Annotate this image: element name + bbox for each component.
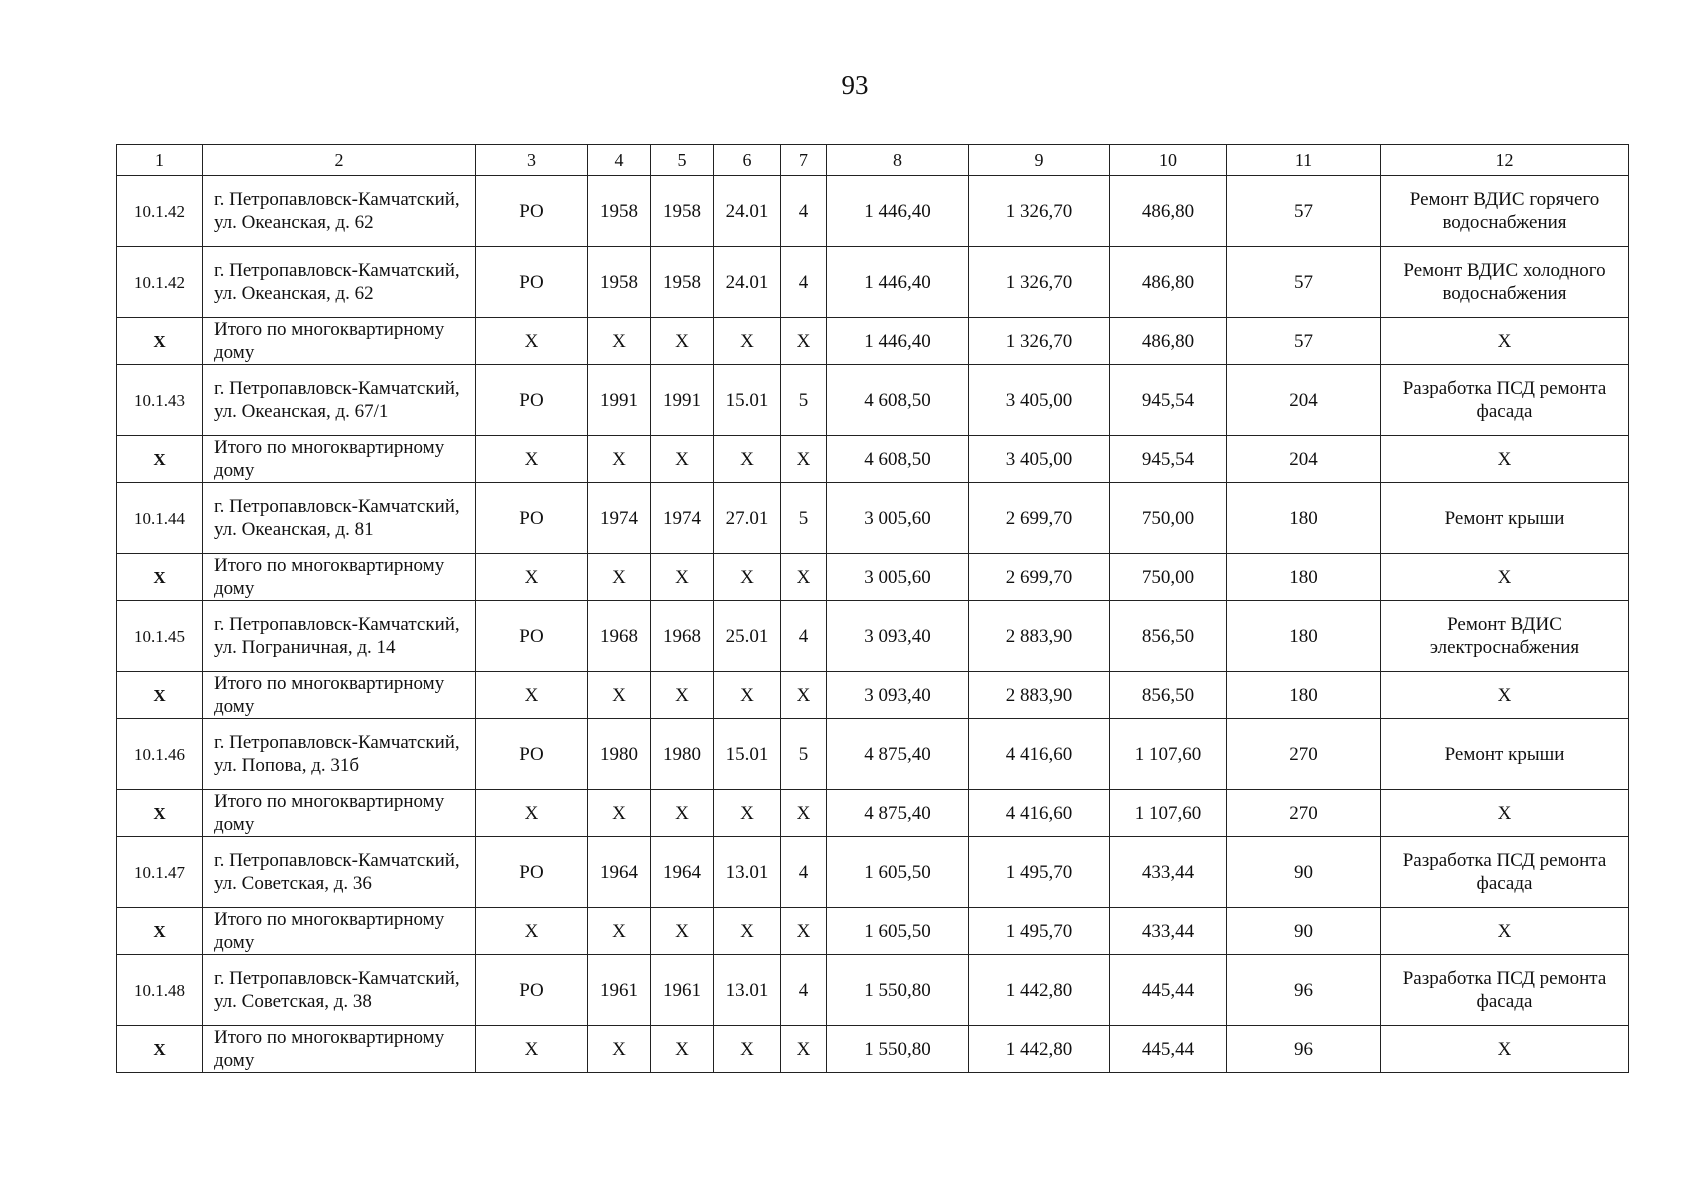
table-row: [117, 365, 1629, 436]
floors-cell: 4: [781, 955, 827, 1026]
work-type-cell: Разработка ПСД ремонта фасада: [1381, 365, 1629, 436]
row-number-cell: Х: [117, 672, 203, 719]
header-cell: 11: [1227, 145, 1381, 176]
address-cell: Итого по многоквартирному дому: [203, 436, 476, 483]
row-number-cell: 10.1.42: [117, 247, 203, 318]
living-area-cell: 2 699,70: [969, 554, 1110, 601]
year-built-cell: 1961: [588, 955, 651, 1026]
year-built-cell: 1968: [588, 601, 651, 672]
year-commissioned-cell: Х: [651, 554, 714, 601]
row-number-cell: 10.1.45: [117, 601, 203, 672]
floors-cell: Х: [781, 436, 827, 483]
residents-cell: 57: [1227, 318, 1381, 365]
work-type-cell: Разработка ПСД ремонта фасада: [1381, 955, 1629, 1026]
nonliving-area-cell: 445,44: [1110, 955, 1227, 1026]
header-cell: 4: [588, 145, 651, 176]
floors-cell: 5: [781, 719, 827, 790]
table-row: [117, 176, 1629, 247]
table-header-row: [117, 145, 1629, 176]
owner-form-cell: РО: [476, 955, 588, 1026]
living-area-cell: 1 442,80: [969, 955, 1110, 1026]
nonliving-area-cell: 750,00: [1110, 483, 1227, 554]
work-type-cell: Ремонт ВДИС холодного водоснабжения: [1381, 247, 1629, 318]
table-row: [117, 719, 1629, 790]
row-number-cell: 10.1.43: [117, 365, 203, 436]
year-commissioned-cell: Х: [651, 436, 714, 483]
work-type-cell: Х: [1381, 1026, 1629, 1073]
table-row: [117, 955, 1629, 1026]
year-built-cell: 1980: [588, 719, 651, 790]
code-cell: Х: [714, 436, 781, 483]
code-cell: Х: [714, 318, 781, 365]
work-type-cell: Х: [1381, 908, 1629, 955]
living-area-cell: 4 416,60: [969, 790, 1110, 837]
owner-form-cell: РО: [476, 719, 588, 790]
row-number-cell: Х: [117, 790, 203, 837]
owner-form-cell: РО: [476, 483, 588, 554]
total-area-cell: 4 875,40: [827, 790, 969, 837]
row-number-cell: Х: [117, 1026, 203, 1073]
nonliving-area-cell: 433,44: [1110, 837, 1227, 908]
nonliving-area-cell: 945,54: [1110, 365, 1227, 436]
nonliving-area-cell: 486,80: [1110, 247, 1227, 318]
year-commissioned-cell: 1968: [651, 601, 714, 672]
residents-cell: 180: [1227, 554, 1381, 601]
work-type-cell: Ремонт ВДИС горячего водоснабжения: [1381, 176, 1629, 247]
owner-form-cell: РО: [476, 837, 588, 908]
work-type-cell: Х: [1381, 436, 1629, 483]
total-row: [117, 1026, 1629, 1073]
row-number-cell: 10.1.44: [117, 483, 203, 554]
residents-cell: 57: [1227, 247, 1381, 318]
residents-cell: 204: [1227, 365, 1381, 436]
residents-cell: 180: [1227, 483, 1381, 554]
year-built-cell: Х: [588, 908, 651, 955]
nonliving-area-cell: 486,80: [1110, 176, 1227, 247]
nonliving-area-cell: 486,80: [1110, 318, 1227, 365]
work-type-cell: Х: [1381, 318, 1629, 365]
address-cell: г. Петропавловск-Камчатский, ул. Попова, д. 31б: [203, 719, 476, 790]
owner-form-cell: Х: [476, 1026, 588, 1073]
owner-form-cell: Х: [476, 908, 588, 955]
code-cell: 27.01: [714, 483, 781, 554]
code-cell: 15.01: [714, 719, 781, 790]
total-area-cell: 3 093,40: [827, 672, 969, 719]
table-row: [117, 483, 1629, 554]
living-area-cell: 1 442,80: [969, 1026, 1110, 1073]
year-commissioned-cell: Х: [651, 1026, 714, 1073]
floors-cell: 5: [781, 483, 827, 554]
header-cell: 8: [827, 145, 969, 176]
owner-form-cell: РО: [476, 176, 588, 247]
row-number-cell: Х: [117, 436, 203, 483]
table-body: [117, 145, 1629, 1073]
year-built-cell: 1958: [588, 176, 651, 247]
year-built-cell: 1958: [588, 247, 651, 318]
header-cell: 10: [1110, 145, 1227, 176]
header-cell: 6: [714, 145, 781, 176]
year-commissioned-cell: 1964: [651, 837, 714, 908]
living-area-cell: 1 495,70: [969, 908, 1110, 955]
row-number-cell: 10.1.48: [117, 955, 203, 1026]
total-row: [117, 672, 1629, 719]
code-cell: Х: [714, 908, 781, 955]
residents-cell: 204: [1227, 436, 1381, 483]
year-commissioned-cell: Х: [651, 908, 714, 955]
header-cell: 2: [203, 145, 476, 176]
total-area-cell: 3 005,60: [827, 483, 969, 554]
owner-form-cell: РО: [476, 247, 588, 318]
residents-cell: 180: [1227, 672, 1381, 719]
data-table: [116, 144, 1629, 1073]
table-row: [117, 601, 1629, 672]
living-area-cell: 3 405,00: [969, 365, 1110, 436]
year-commissioned-cell: 1958: [651, 176, 714, 247]
code-cell: 25.01: [714, 601, 781, 672]
year-commissioned-cell: 1980: [651, 719, 714, 790]
address-cell: г. Петропавловск-Камчатский, ул. Океанская, д. 67/1: [203, 365, 476, 436]
floors-cell: Х: [781, 1026, 827, 1073]
owner-form-cell: Х: [476, 436, 588, 483]
year-built-cell: 1991: [588, 365, 651, 436]
code-cell: 24.01: [714, 176, 781, 247]
address-cell: г. Петропавловск-Камчатский, ул. Советская, д. 36: [203, 837, 476, 908]
nonliving-area-cell: 433,44: [1110, 908, 1227, 955]
owner-form-cell: Х: [476, 318, 588, 365]
year-commissioned-cell: Х: [651, 790, 714, 837]
header-cell: 9: [969, 145, 1110, 176]
table-row: [117, 837, 1629, 908]
year-commissioned-cell: 1991: [651, 365, 714, 436]
code-cell: Х: [714, 672, 781, 719]
total-area-cell: 1 446,40: [827, 176, 969, 247]
address-cell: г. Петропавловск-Камчатский, ул. Океанская, д. 62: [203, 176, 476, 247]
work-type-cell: Ремонт крыши: [1381, 483, 1629, 554]
address-cell: Итого по многоквартирному дому: [203, 554, 476, 601]
living-area-cell: 2 883,90: [969, 601, 1110, 672]
year-commissioned-cell: 1974: [651, 483, 714, 554]
owner-form-cell: Х: [476, 790, 588, 837]
year-built-cell: Х: [588, 1026, 651, 1073]
row-number-cell: Х: [117, 554, 203, 601]
floors-cell: 4: [781, 247, 827, 318]
address-cell: г. Петропавловск-Камчатский, ул. Советская, д. 38: [203, 955, 476, 1026]
residents-cell: 96: [1227, 1026, 1381, 1073]
header-cell: 5: [651, 145, 714, 176]
residents-cell: 180: [1227, 601, 1381, 672]
living-area-cell: 4 416,60: [969, 719, 1110, 790]
total-area-cell: 4 875,40: [827, 719, 969, 790]
total-area-cell: 1 605,50: [827, 837, 969, 908]
total-area-cell: 1 550,80: [827, 955, 969, 1026]
table-row: [117, 247, 1629, 318]
code-cell: 24.01: [714, 247, 781, 318]
total-area-cell: 4 608,50: [827, 436, 969, 483]
header-cell: 7: [781, 145, 827, 176]
owner-form-cell: РО: [476, 365, 588, 436]
row-number-cell: 10.1.42: [117, 176, 203, 247]
work-type-cell: Ремонт крыши: [1381, 719, 1629, 790]
code-cell: Х: [714, 554, 781, 601]
address-cell: г. Петропавловск-Камчатский, ул. Океанская, д. 62: [203, 247, 476, 318]
nonliving-area-cell: 945,54: [1110, 436, 1227, 483]
work-type-cell: Х: [1381, 672, 1629, 719]
code-cell: 13.01: [714, 955, 781, 1026]
total-row: [117, 554, 1629, 601]
address-cell: Итого по многоквартирному дому: [203, 1026, 476, 1073]
owner-form-cell: РО: [476, 601, 588, 672]
living-area-cell: 3 405,00: [969, 436, 1110, 483]
living-area-cell: 1 326,70: [969, 176, 1110, 247]
work-type-cell: Ремонт ВДИС электроснабжения: [1381, 601, 1629, 672]
year-built-cell: Х: [588, 436, 651, 483]
living-area-cell: 1 326,70: [969, 318, 1110, 365]
page-number: 93: [841, 70, 869, 100]
floors-cell: Х: [781, 908, 827, 955]
address-cell: Итого по многоквартирному дому: [203, 318, 476, 365]
code-cell: Х: [714, 1026, 781, 1073]
total-area-cell: 1 446,40: [827, 318, 969, 365]
total-area-cell: 3 093,40: [827, 601, 969, 672]
total-area-cell: 1 605,50: [827, 908, 969, 955]
nonliving-area-cell: 750,00: [1110, 554, 1227, 601]
year-built-cell: Х: [588, 318, 651, 365]
residents-cell: 270: [1227, 790, 1381, 837]
address-cell: Итого по многоквартирному дому: [203, 790, 476, 837]
address-cell: г. Петропавловск-Камчатский, ул. Пограничная, д. 14: [203, 601, 476, 672]
total-area-cell: 1 550,80: [827, 1026, 969, 1073]
floors-cell: 4: [781, 601, 827, 672]
floors-cell: Х: [781, 318, 827, 365]
total-area-cell: 4 608,50: [827, 365, 969, 436]
residents-cell: 270: [1227, 719, 1381, 790]
year-built-cell: Х: [588, 672, 651, 719]
address-cell: Итого по многоквартирному дому: [203, 908, 476, 955]
header-cell: 12: [1381, 145, 1629, 176]
residents-cell: 96: [1227, 955, 1381, 1026]
row-number-cell: Х: [117, 908, 203, 955]
total-row: [117, 318, 1629, 365]
row-number-cell: Х: [117, 318, 203, 365]
row-number-cell: 10.1.46: [117, 719, 203, 790]
nonliving-area-cell: 445,44: [1110, 1026, 1227, 1073]
work-type-cell: Х: [1381, 790, 1629, 837]
living-area-cell: 2 699,70: [969, 483, 1110, 554]
owner-form-cell: Х: [476, 672, 588, 719]
living-area-cell: 1 326,70: [969, 247, 1110, 318]
total-row: [117, 436, 1629, 483]
code-cell: 13.01: [714, 837, 781, 908]
row-number-cell: 10.1.47: [117, 837, 203, 908]
nonliving-area-cell: 856,50: [1110, 601, 1227, 672]
year-commissioned-cell: 1958: [651, 247, 714, 318]
nonliving-area-cell: 1 107,60: [1110, 719, 1227, 790]
living-area-cell: 1 495,70: [969, 837, 1110, 908]
living-area-cell: 2 883,90: [969, 672, 1110, 719]
work-type-cell: Х: [1381, 554, 1629, 601]
year-commissioned-cell: Х: [651, 672, 714, 719]
code-cell: Х: [714, 790, 781, 837]
work-type-cell: Разработка ПСД ремонта фасада: [1381, 837, 1629, 908]
nonliving-area-cell: 1 107,60: [1110, 790, 1227, 837]
address-cell: г. Петропавловск-Камчатский, ул. Океанская, д. 81: [203, 483, 476, 554]
floors-cell: Х: [781, 672, 827, 719]
year-built-cell: 1964: [588, 837, 651, 908]
year-commissioned-cell: Х: [651, 318, 714, 365]
address-cell: Итого по многоквартирному дому: [203, 672, 476, 719]
code-cell: 15.01: [714, 365, 781, 436]
owner-form-cell: Х: [476, 554, 588, 601]
total-row: [117, 908, 1629, 955]
floors-cell: 4: [781, 176, 827, 247]
total-area-cell: 1 446,40: [827, 247, 969, 318]
floors-cell: 5: [781, 365, 827, 436]
header-cell: 1: [117, 145, 203, 176]
floors-cell: 4: [781, 837, 827, 908]
floors-cell: Х: [781, 790, 827, 837]
year-built-cell: Х: [588, 790, 651, 837]
year-built-cell: 1974: [588, 483, 651, 554]
residents-cell: 57: [1227, 176, 1381, 247]
year-commissioned-cell: 1961: [651, 955, 714, 1026]
residents-cell: 90: [1227, 908, 1381, 955]
floors-cell: Х: [781, 554, 827, 601]
header-cell: 3: [476, 145, 588, 176]
residents-cell: 90: [1227, 837, 1381, 908]
year-built-cell: Х: [588, 554, 651, 601]
total-area-cell: 3 005,60: [827, 554, 969, 601]
total-row: [117, 790, 1629, 837]
nonliving-area-cell: 856,50: [1110, 672, 1227, 719]
